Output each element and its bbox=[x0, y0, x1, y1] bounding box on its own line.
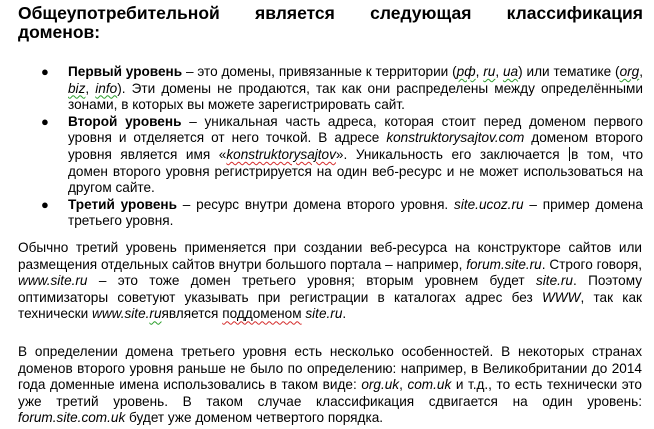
list-item-text: , bbox=[85, 80, 96, 96]
domain-example: info bbox=[95, 80, 118, 96]
domain-example: konstruktorysajtov.com bbox=[386, 130, 525, 146]
domain-example: org.uk bbox=[361, 377, 400, 393]
domain-example: site.ru bbox=[535, 273, 573, 289]
domain-example: site.ucoz.ru bbox=[454, 196, 524, 212]
paragraph-text: является bbox=[161, 306, 223, 322]
list-item-text: – ресурс внутри домена второго уровня. bbox=[176, 196, 455, 212]
domain-example: www.site. bbox=[92, 306, 150, 322]
list-item-text: в том, что домен второго уровня регистрируется на один веб-ресурс и не может использоваться на другом сайте. bbox=[68, 146, 644, 196]
heading-line-2: доменов: bbox=[18, 22, 101, 42]
domain-example: konstruktorysajtov bbox=[226, 146, 336, 162]
list-item-text: – это домены, привязанные к территории ( bbox=[182, 64, 457, 79]
paragraph-text: . bbox=[342, 306, 347, 322]
paragraph-text: и т.д., то есть технически это уже третий уровень. В таком случае классификация сдвигается на один уровень: bbox=[18, 377, 642, 409]
list-item-text: , bbox=[475, 64, 484, 79]
list-item-second-level bbox=[0, 114, 643, 197]
paragraph-text: . Поэтому оптимизаторы советуют указывать при регистрации в каталогах адрес без bbox=[18, 273, 642, 305]
paragraph-text: будет уже доменом четвертого порядка. bbox=[125, 410, 384, 426]
domain-levels-list bbox=[0, 64, 654, 230]
paragraph-text: Обычно третий уровень применяется при создании веб-ресурса на конструкторе сайтов или размещения отдельных сайтов внутри большого портала – например, bbox=[18, 240, 642, 272]
domain-example: ua bbox=[502, 64, 519, 79]
domain-example: biz bbox=[68, 80, 86, 96]
paragraph-third-level-usage bbox=[18, 240, 642, 323]
heading-line-1: Общеупотребительной является следующая классификация bbox=[18, 3, 643, 23]
list-item-third-level bbox=[0, 197, 643, 230]
list-item-title: Третий уровень bbox=[68, 196, 177, 212]
paragraph-text: . Строго говоря, bbox=[541, 256, 642, 272]
paragraph-text: – это тоже домен третьего уровня; вторым уровнем будет bbox=[87, 273, 536, 289]
paragraph-text: поддоменом bbox=[222, 306, 302, 322]
list-item-first-level bbox=[0, 64, 643, 114]
list-item-title: Второй уровень bbox=[68, 113, 182, 129]
text-cursor bbox=[569, 147, 570, 161]
list-item-text: – уникальная часть адреса, которая стоит перед доменом первого уровня и отделяется от него точкой. В адресе bbox=[68, 113, 643, 146]
domain-example: org bbox=[619, 64, 640, 79]
list-item-text: , bbox=[639, 64, 643, 79]
paragraph-third-level-features bbox=[18, 344, 642, 427]
domain-example: ru bbox=[149, 306, 162, 322]
list-item-text: ) или тематике ( bbox=[518, 64, 620, 79]
bullet-icon: ● bbox=[41, 196, 49, 212]
bullet-icon: ● bbox=[41, 64, 49, 79]
list-item-text: ». Уникальность его заключается bbox=[335, 146, 569, 162]
bullet-icon: ● bbox=[41, 113, 49, 129]
list-item-text: доменом второго уровня является имя « bbox=[68, 130, 643, 162]
domain-example: www.site.ru bbox=[18, 273, 88, 289]
domain-example: рф bbox=[456, 64, 476, 79]
paragraph-text: В определении домена третьего уровня есть несколько особенностей. В некоторых странах доменов второго уровня раньше не было по определению: например, в Великобритании до 2014 года доменные имена использовались в таком виде: bbox=[18, 344, 642, 393]
domain-example: site.ru bbox=[305, 306, 343, 322]
domain-example: forum.site.com.uk bbox=[18, 410, 126, 426]
list-item-text: , bbox=[495, 64, 503, 79]
paragraph-text: , bbox=[399, 377, 408, 393]
domain-example: WWW bbox=[541, 289, 581, 305]
paragraph-text: , так как технически bbox=[18, 289, 642, 322]
domain-example: forum.site.ru bbox=[466, 256, 542, 272]
list-item-text: ). Эти домены не продаются, так как они распределены между определёнными зонами, в которых вы можете зарегистрировать сайт. bbox=[68, 80, 643, 113]
list-item-title: Первый уровень bbox=[68, 64, 183, 79]
domain-example: com.uk bbox=[407, 377, 452, 393]
domain-example: ru bbox=[483, 64, 496, 79]
list-item-text: – пример домена третьего уровня. bbox=[68, 196, 643, 229]
